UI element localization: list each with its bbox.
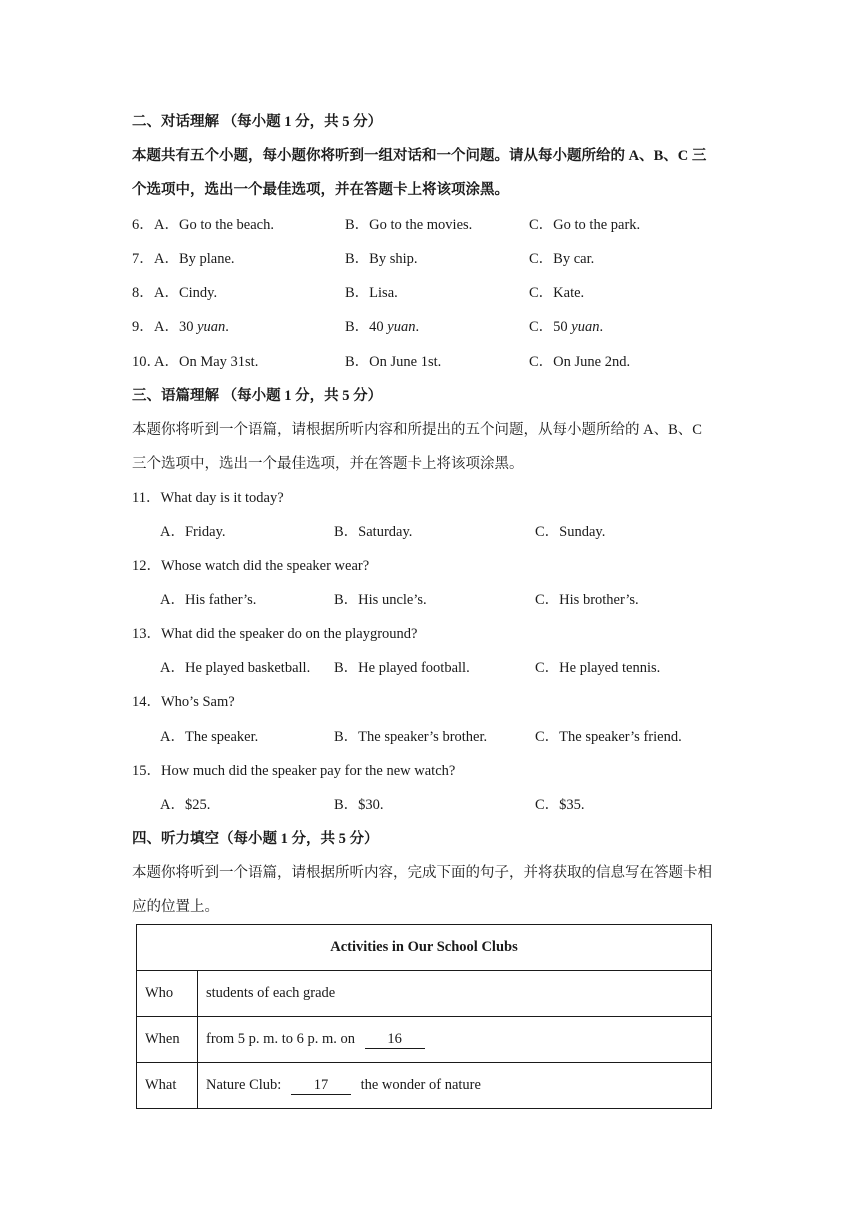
option-c: C．Kate. — [529, 285, 585, 301]
option-c: C．On June 2nd. — [529, 354, 631, 370]
section2-heading: 二、对话理解 （每小题 1 分，共 5 分） — [132, 114, 383, 130]
school-clubs-table — [136, 924, 712, 1109]
option-c: C．He played tennis. — [535, 660, 661, 676]
option-a: A．On May 31st. — [154, 354, 259, 370]
option-b: B．He played football. — [334, 660, 470, 676]
section4-instructions-line2: 应的位置上。 — [132, 899, 219, 915]
section2-instructions-line2: 个选项中，选出一个最佳选项，并在答题卡上将该项涂黑。 — [132, 182, 509, 198]
option-a: A．The speaker. — [160, 729, 259, 745]
option-a: A．His father’s. — [160, 592, 257, 608]
row-content — [198, 1063, 712, 1109]
section3-heading: 三、语篇理解 （每小题 1 分，共 5 分） — [132, 388, 383, 404]
question-12-stem: 12．Whose watch did the speaker wear? — [132, 558, 370, 574]
question-13-stem: 13．What did the speaker do on the playground? — [132, 626, 418, 642]
option-a: A．Go to the beach. — [154, 217, 274, 233]
option-c: C．Sunday. — [535, 524, 606, 540]
option-b: B．By ship. — [345, 251, 418, 267]
option-b: B．Go to the movies. — [345, 217, 473, 233]
section3-instructions-line2: 三个选项中，选出一个最佳选项，并在答题卡上将该项涂黑。 — [132, 456, 524, 472]
option-a: A．Friday. — [160, 524, 226, 540]
question-11-stem: 11．What day is it today? — [132, 490, 284, 506]
section4-instructions-line1: 本题你将听到一个语篇，请根据所听内容，完成下面的句子，并将获取的信息写在答题卡相 — [132, 865, 712, 881]
table-row — [137, 1063, 712, 1109]
row-label: Who — [137, 971, 198, 1017]
option-a: A．$25. — [160, 797, 211, 813]
option-a: A．30 yuan. — [154, 319, 229, 335]
table-row — [137, 971, 712, 1017]
row-text: from 5 p. m. to 6 p. m. on — [206, 1030, 356, 1047]
row-content: students of each grade — [198, 971, 712, 1017]
question-number: 7． — [132, 251, 154, 267]
option-c: C．$35. — [535, 797, 585, 813]
option-a: A．By plane. — [154, 251, 235, 267]
table-header-row — [137, 925, 712, 971]
option-b: B．His uncle’s. — [334, 592, 427, 608]
question-number: 9． — [132, 319, 154, 335]
option-c: C．By car. — [529, 251, 595, 267]
section4-heading: 四、听力填空（每小题 1 分，共 5 分） — [132, 831, 379, 847]
option-b: B．Lisa. — [345, 285, 398, 301]
row-content — [198, 1017, 712, 1063]
answer-blank-17[interactable]: 17 — [291, 1077, 351, 1095]
option-b: B．Saturday. — [334, 524, 413, 540]
question-number: 10． — [132, 354, 161, 370]
section2-instructions-line1: 本题共有五个小题，每小题你将听到一组对话和一个问题。请从每小题所给的 A、B、C 三 — [132, 148, 707, 164]
section3-instructions-line1: 本题你将听到一个语篇，请根据所听内容和所提出的五个问题，从每小题所给的 A、B、C — [132, 422, 702, 438]
table-title: Activities in Our School Clubs — [137, 925, 712, 971]
question-14-stem: 14．Who’s Sam? — [132, 694, 235, 710]
row-label: What — [137, 1063, 198, 1109]
option-c: C．50 yuan. — [529, 319, 604, 335]
option-b: B．The speaker’s brother. — [334, 729, 488, 745]
question-number: 6． — [132, 217, 154, 233]
answer-blank-16[interactable]: 16 — [365, 1031, 425, 1049]
row-text-after: the wonder of nature — [360, 1076, 481, 1093]
option-b: B．On June 1st. — [345, 354, 442, 370]
question-15-stem: 15．How much did the speaker pay for the new watch? — [132, 763, 456, 779]
row-text: Nature Club: — [206, 1076, 282, 1093]
option-c: C．His brother’s. — [535, 592, 639, 608]
option-a: A．Cindy. — [154, 285, 218, 301]
option-b: B．40 yuan. — [345, 319, 420, 335]
question-number: 8． — [132, 285, 154, 301]
option-c: C．The speaker’s friend. — [535, 729, 682, 745]
row-label: When — [137, 1017, 198, 1063]
option-a: A．He played basketball. — [160, 660, 311, 676]
option-c: C．Go to the park. — [529, 217, 641, 233]
table-row — [137, 1017, 712, 1063]
option-b: B．$30. — [334, 797, 384, 813]
